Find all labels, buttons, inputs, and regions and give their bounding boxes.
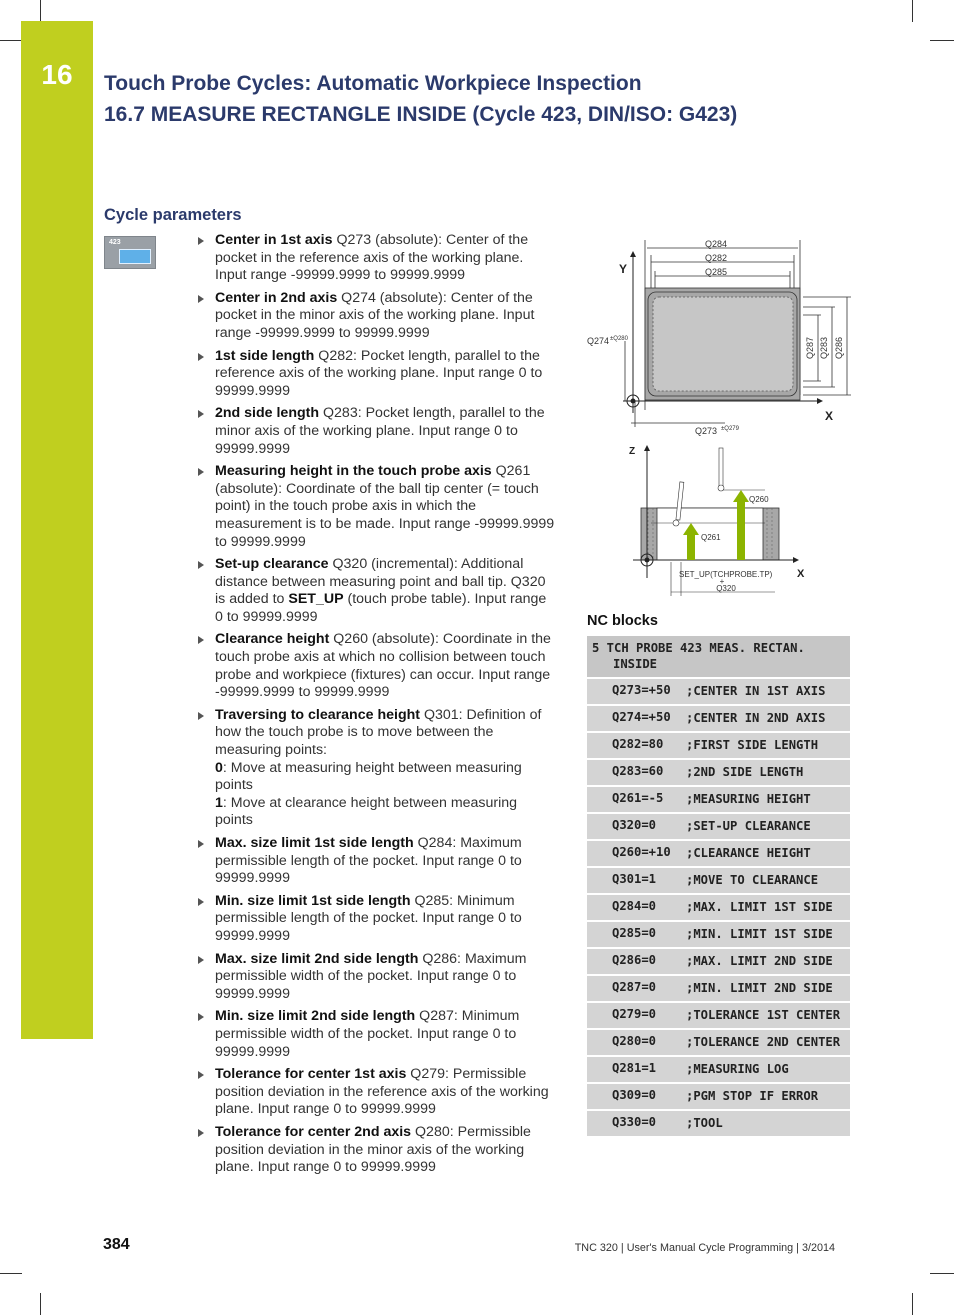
crop-mark (0, 40, 22, 41)
nc-comment: ;MEASURING LOG (686, 1062, 789, 1076)
parameter-item (196, 707, 558, 830)
option-key: 1 (215, 794, 223, 811)
parameter-item (196, 893, 558, 946)
table-row (587, 895, 850, 922)
cycle-icon-label: 423 (109, 239, 121, 246)
parameter-name: Min. size limit 1st side length (215, 892, 411, 909)
nc-code: Q279=0 (612, 1007, 657, 1021)
table-row (587, 706, 850, 733)
nc-code: Q283=60 (612, 764, 664, 778)
pocket-top-view-diagram (585, 235, 855, 440)
label-q279: ±Q279 (721, 426, 739, 432)
parameter-desc: Q282: Pocket length, parallel to the reference axis of the working plane. Input range 0 to 99999.9999 (215, 347, 543, 399)
nc-header (587, 636, 850, 679)
bullet-triangle-icon (198, 410, 204, 418)
table-row (587, 1030, 850, 1057)
axis-y-label: Y (619, 262, 628, 276)
nc-comment: ;TOLERANCE 2ND CENTER (686, 1035, 841, 1049)
bullet-triangle-icon (198, 468, 204, 476)
parameter-desc: Q285: Minimum permissible length of the pocket. Input range 0 to 99999.9999 (215, 892, 522, 944)
bullet-triangle-icon (198, 1013, 204, 1021)
parameter-name: Max. size limit 1st side length (215, 835, 414, 851)
bullet-triangle-icon (198, 898, 204, 906)
table-row (587, 868, 850, 895)
parameter-name: Tolerance for center 1st axis (215, 1066, 407, 1083)
nc-code: Q280=0 (612, 1034, 657, 1048)
cycle-423-icon (104, 236, 156, 269)
nc-comment: ;CENTER IN 2ND AXIS (686, 711, 826, 725)
bullet-triangle-icon (198, 956, 204, 964)
parameter-name: Center in 1st axis (215, 232, 333, 248)
nc-comment: ;SET-UP CLEARANCE (686, 819, 811, 833)
crop-mark (0, 1273, 22, 1274)
parameter-name: Center in 2nd axis (215, 289, 338, 306)
label-q273: Q273 (695, 426, 718, 436)
parameter-item (196, 1124, 558, 1177)
pocket-side-view-diagram (625, 440, 815, 600)
option-text: : Move at clearance height between measuring points (215, 794, 518, 829)
parameter-list (196, 232, 558, 1182)
nc-comment: ;MIN. LIMIT 1ST SIDE (686, 927, 833, 941)
label-q286: Q286 (834, 336, 844, 359)
label-q285: Q285 (704, 267, 728, 277)
nc-comment: ;MAX. LIMIT 2ND SIDE (686, 954, 833, 968)
table-row (587, 787, 850, 814)
parameter-desc: Q279: Permissible position deviation in the reference axis of the working plane. Input range 0 to 99999.9999 (215, 1066, 549, 1118)
nc-comment: ;MIN. LIMIT 2ND SIDE (686, 981, 833, 995)
parameter-name: Set-up clearance (215, 556, 329, 573)
table-row (587, 1084, 850, 1111)
crop-mark (930, 1273, 954, 1274)
label-q284: Q284 (704, 239, 728, 249)
parameter-desc: Q284: Maximum permissible length of the pocket. Input range 0 to 99999.9999 (215, 835, 522, 887)
bullet-triangle-icon (198, 561, 204, 569)
option-key: 0 (215, 759, 223, 776)
label-q261: Q261 (701, 533, 721, 542)
chapter-title: Touch Probe Cycles: Automatic Workpiece Inspection (104, 72, 642, 95)
nc-rows (587, 679, 850, 1138)
page-number: 384 (103, 1236, 130, 1253)
bullet-triangle-icon (198, 353, 204, 361)
parameter-name: Traversing to clearance height (215, 706, 421, 723)
crop-mark (912, 0, 913, 22)
option-text: : Move at measuring height between measuring points (215, 759, 522, 794)
nc-blocks-table (587, 636, 850, 1138)
parameter-desc: Q283: Pocket length, parallel to the minor axis of the working plane. Input range 0 to 99999.9999 (215, 405, 545, 457)
table-row (587, 814, 850, 841)
nc-comment: ;TOLERANCE 1ST CENTER (686, 1008, 841, 1022)
nc-comment: ;MAX. LIMIT 1ST SIDE (686, 900, 833, 914)
nc-comment: ;CENTER IN 1ST AXIS (686, 684, 826, 698)
bullet-triangle-icon (198, 636, 204, 644)
parameter-name: Tolerance for center 2nd axis (215, 1123, 412, 1140)
nc-code: Q330=0 (612, 1115, 657, 1129)
nc-comment: ;FIRST SIDE LENGTH (686, 738, 819, 752)
table-row (587, 922, 850, 949)
parameter-desc: Q260 (absolute): Coordinate in the touch probe axis at which no collision between touch probe and workpiece (fixtures) can occur. Input range -99999.9999 to 99999.9999 (215, 631, 551, 701)
bullet-triangle-icon (198, 1129, 204, 1137)
table-row (587, 733, 850, 760)
axis-x-label: X (797, 568, 805, 580)
nc-comment: ;2ND SIDE LENGTH (686, 765, 804, 779)
parameter-name: 1st side length (215, 347, 315, 364)
label-q287: Q287 (805, 336, 815, 359)
nc-code: Q273=+50 (612, 683, 671, 697)
label-q283: Q283 (819, 336, 829, 359)
label-setup: SET_UP(TCHPROBE.TP) (679, 570, 773, 579)
parameter-item (196, 290, 558, 343)
parameter-name: Clearance height (215, 631, 330, 648)
label-q282: Q282 (704, 253, 728, 263)
nc-comment: ;TOOL (686, 1116, 723, 1130)
nc-code: Q287=0 (612, 980, 657, 994)
bullet-triangle-icon (198, 840, 204, 848)
label-q280: ±Q280 (610, 336, 628, 342)
parameter-desc: Q287: Minimum permissible width of the pocket. Input range 0 to 99999.9999 (215, 1008, 520, 1060)
parameter-item (196, 835, 558, 888)
nc-header-line2: INSIDE (613, 657, 658, 671)
parameter-desc: Q261 (absolute): Coordinate of the ball tip center (= touch point) in the touch probe axis in which the measurement is to be made. Input range -99999.9999 to 99999.9999 (215, 463, 555, 550)
parameter-desc-cont: (touch probe table). Input range 0 to 99999.9999 (215, 591, 547, 625)
parameter-name: 2nd side length (215, 405, 320, 422)
axis-z-label: Z (629, 446, 636, 457)
parameter-item (196, 463, 558, 551)
parameter-item (196, 232, 558, 285)
nc-comment: ;MOVE TO CLEARANCE (686, 873, 819, 887)
label-plus: + (719, 577, 725, 586)
parameter-item (196, 405, 558, 458)
parameter-item (196, 556, 558, 626)
table-row (587, 679, 850, 706)
nc-code: Q282=80 (612, 737, 664, 751)
nc-code: Q285=0 (612, 926, 657, 940)
parameter-desc: Q274 (absolute): Center of the pocket in the minor axis of the working plane. Input range -99999.9999 to 99999.9999 (215, 289, 535, 341)
bullet-triangle-icon (198, 1071, 204, 1079)
parameter-item (196, 1066, 558, 1119)
nc-code: Q309=0 (612, 1088, 657, 1102)
cycle-icon-image (119, 249, 151, 264)
table-row (587, 1111, 850, 1138)
bullet-triangle-icon (198, 295, 204, 303)
parameter-desc: Q280: Permissible position deviation in the minor axis of the working plane. Input range 0 to 99999.9999 (215, 1123, 531, 1176)
parameter-item (196, 951, 558, 1004)
bullet-triangle-icon (198, 712, 204, 720)
table-row (587, 841, 850, 868)
table-row (587, 1057, 850, 1084)
parameter-name: Max. size limit 2nd side length (215, 950, 419, 967)
nc-code: Q286=0 (612, 953, 657, 967)
section-title: 16.7 MEASURE RECTANGLE INSIDE (Cycle 423, DIN/ISO: G423) (104, 103, 738, 126)
parameter-name: Measuring height in the touch probe axis (215, 463, 492, 480)
parameter-desc: Q301: Definition of how the touch probe is to move between the measuring points: (215, 706, 542, 759)
crop-mark (40, 1293, 41, 1315)
nc-code: Q284=0 (612, 899, 657, 913)
crop-mark (40, 0, 41, 22)
nc-comment: ;PGM STOP IF ERROR (686, 1089, 819, 1103)
parameter-keyword: SET_UP (288, 591, 344, 608)
label-q260: Q260 (749, 495, 769, 504)
label-q274: Q274 (587, 336, 610, 346)
parameter-desc: Q273 (absolute): Center of the pocket in the reference axis of the working plane. Input range -99999.9999 to 99999.9999 (215, 232, 529, 284)
nc-code: Q301=1 (612, 872, 657, 886)
parameter-name: Min. size limit 2nd side length (215, 1008, 416, 1025)
nc-code: Q261=-5 (612, 791, 664, 805)
nc-code: Q274=+50 (612, 710, 671, 724)
parameter-item (196, 348, 558, 401)
parameter-item (196, 631, 558, 701)
nc-code: Q281=1 (612, 1061, 657, 1075)
nc-code: Q260=+10 (612, 845, 671, 859)
table-row (587, 760, 850, 787)
crop-mark (930, 40, 954, 41)
table-row (587, 1003, 850, 1030)
nc-comment: ;CLEARANCE HEIGHT (686, 846, 811, 860)
parameter-item (196, 1008, 558, 1061)
nc-blocks-title: NC blocks (587, 613, 658, 629)
page-footer: TNC 320 | User's Manual Cycle Programming | 3/2014 (574, 1242, 835, 1254)
nc-header-line1: 5 TCH PROBE 423 MEAS. RECTAN. (592, 641, 805, 655)
bullet-triangle-icon (198, 237, 204, 245)
parameter-desc: Q286: Maximum permissible width of the pocket. Input range 0 to 99999.9999 (215, 950, 527, 1002)
parameter-desc: Q320 (incremental): Additional distance between measuring point and ball tip. Q320 is added to (215, 556, 546, 608)
subsection-title: Cycle parameters (104, 206, 242, 224)
table-row (587, 976, 850, 1003)
table-row (587, 949, 850, 976)
crop-mark (912, 1293, 913, 1315)
axis-x-label: X (825, 409, 834, 423)
nc-comment: ;MEASURING HEIGHT (686, 792, 811, 806)
chapter-number: 16 (41, 59, 73, 90)
chapter-sidebar (21, 21, 93, 1039)
label-q320: Q320 (716, 584, 736, 593)
nc-code: Q320=0 (612, 818, 657, 832)
